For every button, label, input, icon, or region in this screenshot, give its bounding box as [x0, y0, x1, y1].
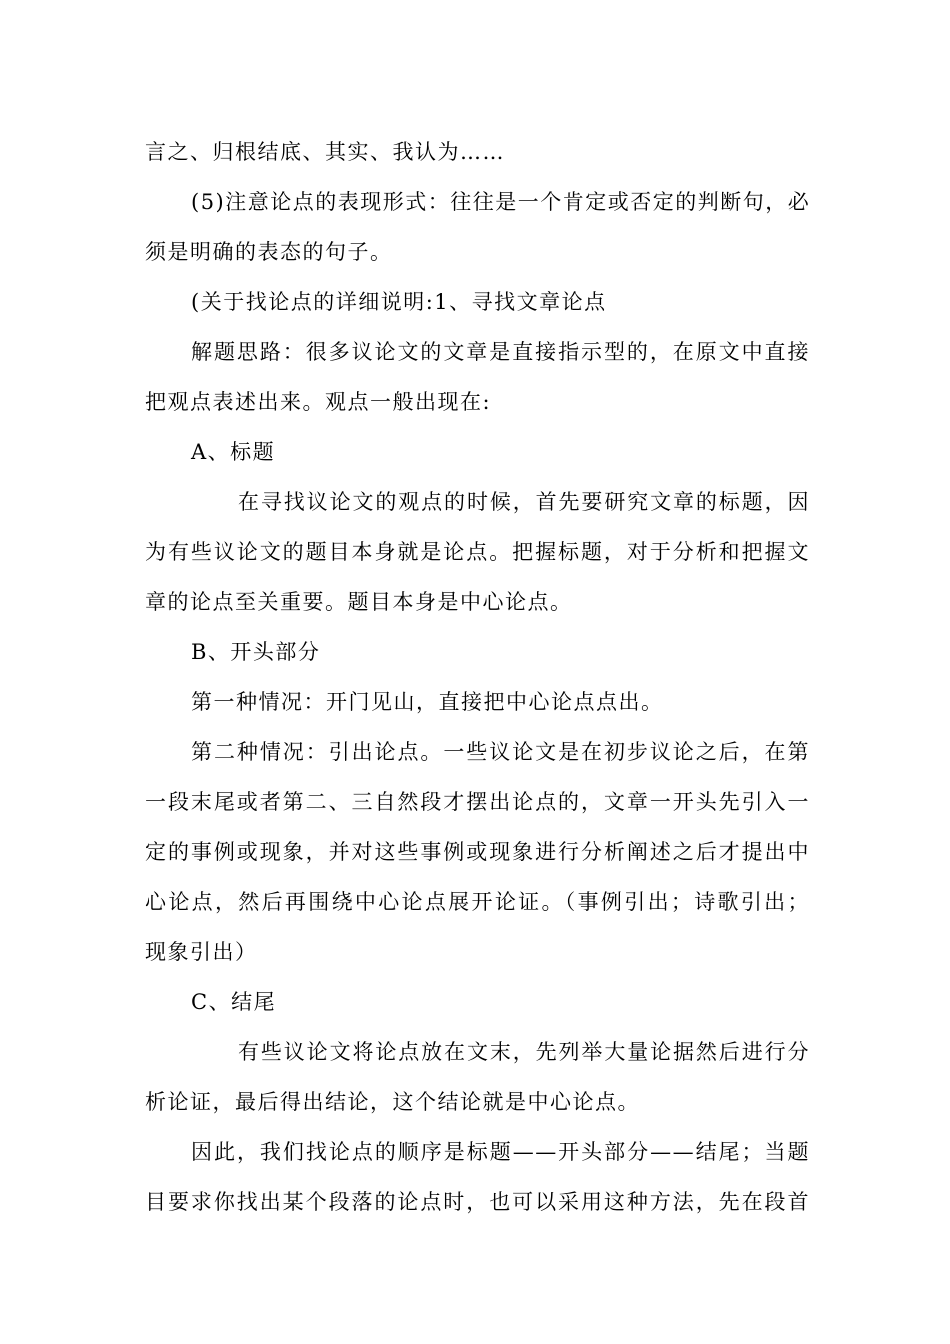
text-line: 心论点，然后再围绕中心论点展开论证。（事例引出；诗歌引出； [145, 890, 810, 914]
text-line: 第二种情况：引出论点。一些议论文是在初步议论之后，在第 [191, 740, 810, 764]
text-line: 析论证，最后得出结论，这个结论就是中心论点。 [145, 1090, 640, 1114]
text-line: (5)注意论点的表现形式：往往是一个肯定或否定的判断句，必 [191, 190, 811, 214]
text-line: 因此，我们找论点的顺序是标题——开头部分——结尾；当题 [191, 1140, 810, 1164]
text-line: 为有些议论文的题目本身就是论点。把握标题，对于分析和把握文 [145, 540, 810, 564]
section-heading: B、开头部分 [191, 640, 321, 664]
text-line: 须是明确的表态的句子。 [145, 240, 393, 264]
text-line: 章的论点至关重要。题目本身是中心论点。 [145, 590, 573, 614]
section-heading: C、结尾 [191, 990, 277, 1014]
text-line: 言之、归根结底、其实、我认为…… [145, 140, 505, 164]
section-heading: A、标题 [191, 440, 276, 464]
text-line: 目要求你找出某个段落的论点时，也可以采用这种方法，先在段首 [145, 1190, 810, 1214]
text-line: 在寻找议论文的观点的时候，首先要研究文章的标题，因 [238, 490, 810, 514]
text-line: 一段末尾或者第二、三自然段才摆出论点的，文章一开头先引入一 [145, 790, 810, 814]
text-line: (关于找论点的详细说明:1、寻找文章论点 [191, 290, 607, 314]
text-line: 定的事例或现象，并对这些事例或现象进行分析阐述之后才提出中 [145, 840, 810, 864]
text-line: 把观点表述出来。观点一般出现在: [145, 390, 492, 414]
text-line: 第一种情况：开门见山，直接把中心论点点出。 [191, 690, 664, 714]
text-line: 解题思路：很多议论文的文章是直接指示型的，在原文中直接 [191, 340, 810, 364]
text-line: 有些议论文将论点放在文末，先列举大量论据然后进行分 [238, 1040, 810, 1064]
text-line: 现象引出） [145, 940, 258, 964]
